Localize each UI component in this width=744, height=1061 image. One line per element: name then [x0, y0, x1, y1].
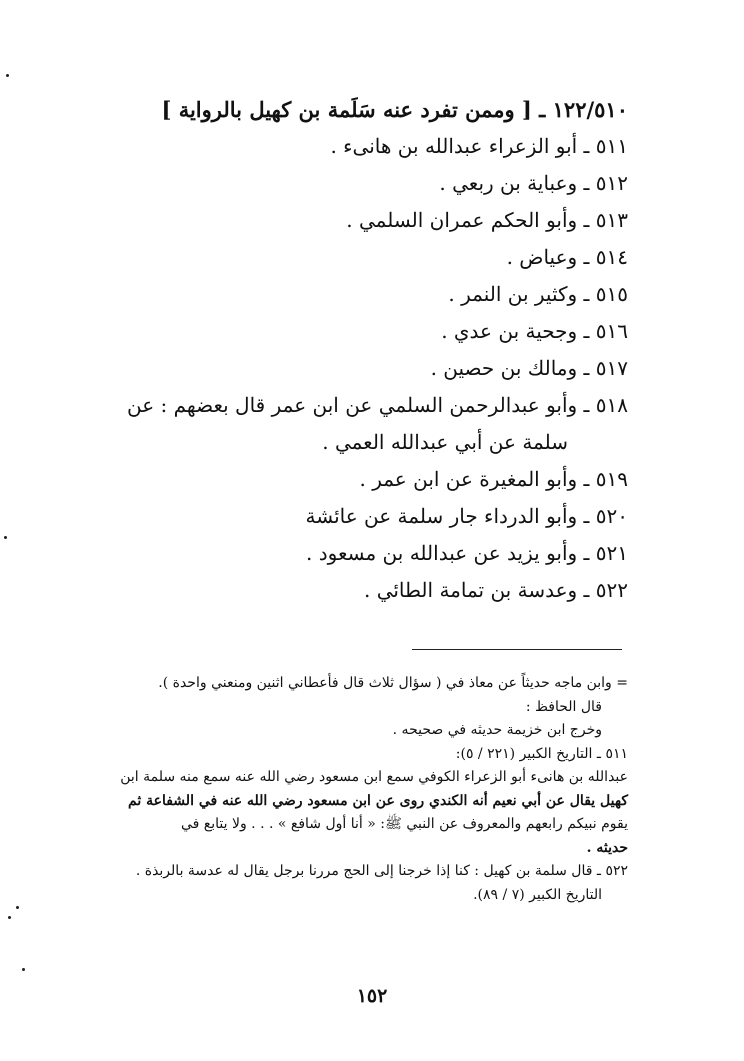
footnote-line: وخرج ابن خزيمة حديثه في صحيحه .: [392, 722, 602, 738]
list-item: ٥١٥ ـ وكثير بن النمر .: [448, 282, 628, 306]
scan-speck: [22, 968, 25, 971]
list-item: ٥١٩ ـ وأبو المغيرة عن ابن عمر .: [359, 467, 628, 491]
list-item: ٥٢٢ ـ وعدسة بن تمامة الطائي .: [363, 578, 628, 602]
scan-speck: [6, 74, 9, 77]
list-item: ٥٢١ ـ وأبو يزيد عن عبدالله بن مسعود .: [306, 541, 628, 565]
footnote-511: ٥١١ ـ التاريخ الكبير (٢٢١ / ٥):: [455, 745, 628, 762]
list-item: ٥١٧ ـ ومالك بن حصين .: [430, 356, 628, 380]
footnote-line: يقوم نبيكم رابعهم والمعروف عن النبي ﷺ: « أنا أول شافع » . . . ولا يتابع في: [180, 816, 628, 832]
page-number: ١٥٢: [356, 985, 388, 1007]
list-item: ٥١١ ـ أبو الزعراء عبدالله بن هانىء .: [330, 134, 628, 158]
scan-speck: [8, 916, 11, 919]
scan-speck: [16, 906, 19, 909]
list-item: ٥١٣ ـ وأبو الحكم عمران السلمي .: [346, 208, 628, 232]
section-heading: ١٢٢/٥١٠ ـ [ وممن تفرد عنه سَلَمة بن كهيل بالرواية ]: [161, 97, 628, 122]
footnote-divider: [412, 649, 622, 650]
main-text: [68, 92, 628, 609]
footnotes: [68, 672, 628, 907]
footnote-continued: = وابن ماجه حديثاً عن معاذ في ( سؤال ثلاث قال فأعطاني اثنين ومنعني واحدة ).: [158, 675, 628, 691]
footnote-line: عبدالله بن هانىء أبو الزعراء الكوفي سمع ابن مسعود رضي الله عنه سمع منه سلمة ابن: [120, 769, 628, 785]
list-item-line: ٥١٨ ـ وأبو عبدالرحمن السلمي عن ابن عمر قال بعضهم : عن: [127, 393, 628, 417]
footnote-522: ٥٢٢ ـ قال سلمة بن كهيل : كنا إذا خرجنا إلى الحج مررنا برجل يقال له عدسة بالربذة .: [135, 863, 628, 879]
footnote-line: التاريخ الكبير (٧ / ٨٩).: [473, 886, 602, 903]
footnote-line: حديثه .: [586, 839, 628, 856]
list-item-518: [68, 387, 628, 461]
list-item: ٥٢٠ ـ وأبو الدرداء جار سلمة عن عائشة: [305, 504, 628, 528]
list-item: ٥١٦ ـ وجحية بن عدي .: [441, 319, 628, 343]
scan-speck: [4, 536, 7, 539]
list-item: ٥١٤ ـ وعياض .: [506, 245, 628, 269]
list-item: ٥١٢ ـ وعباية بن ربعي .: [439, 171, 628, 195]
footnote-line: قال الحافظ :: [525, 698, 602, 715]
list-item-continuation: سلمة عن أبي عبدالله العمي .: [322, 430, 568, 454]
footnote-line: كهيل يقال عن أبي نعيم أنه الكندي روى عن ابن مسعود رضي الله عنه في الشفاعة ثم: [128, 792, 628, 809]
